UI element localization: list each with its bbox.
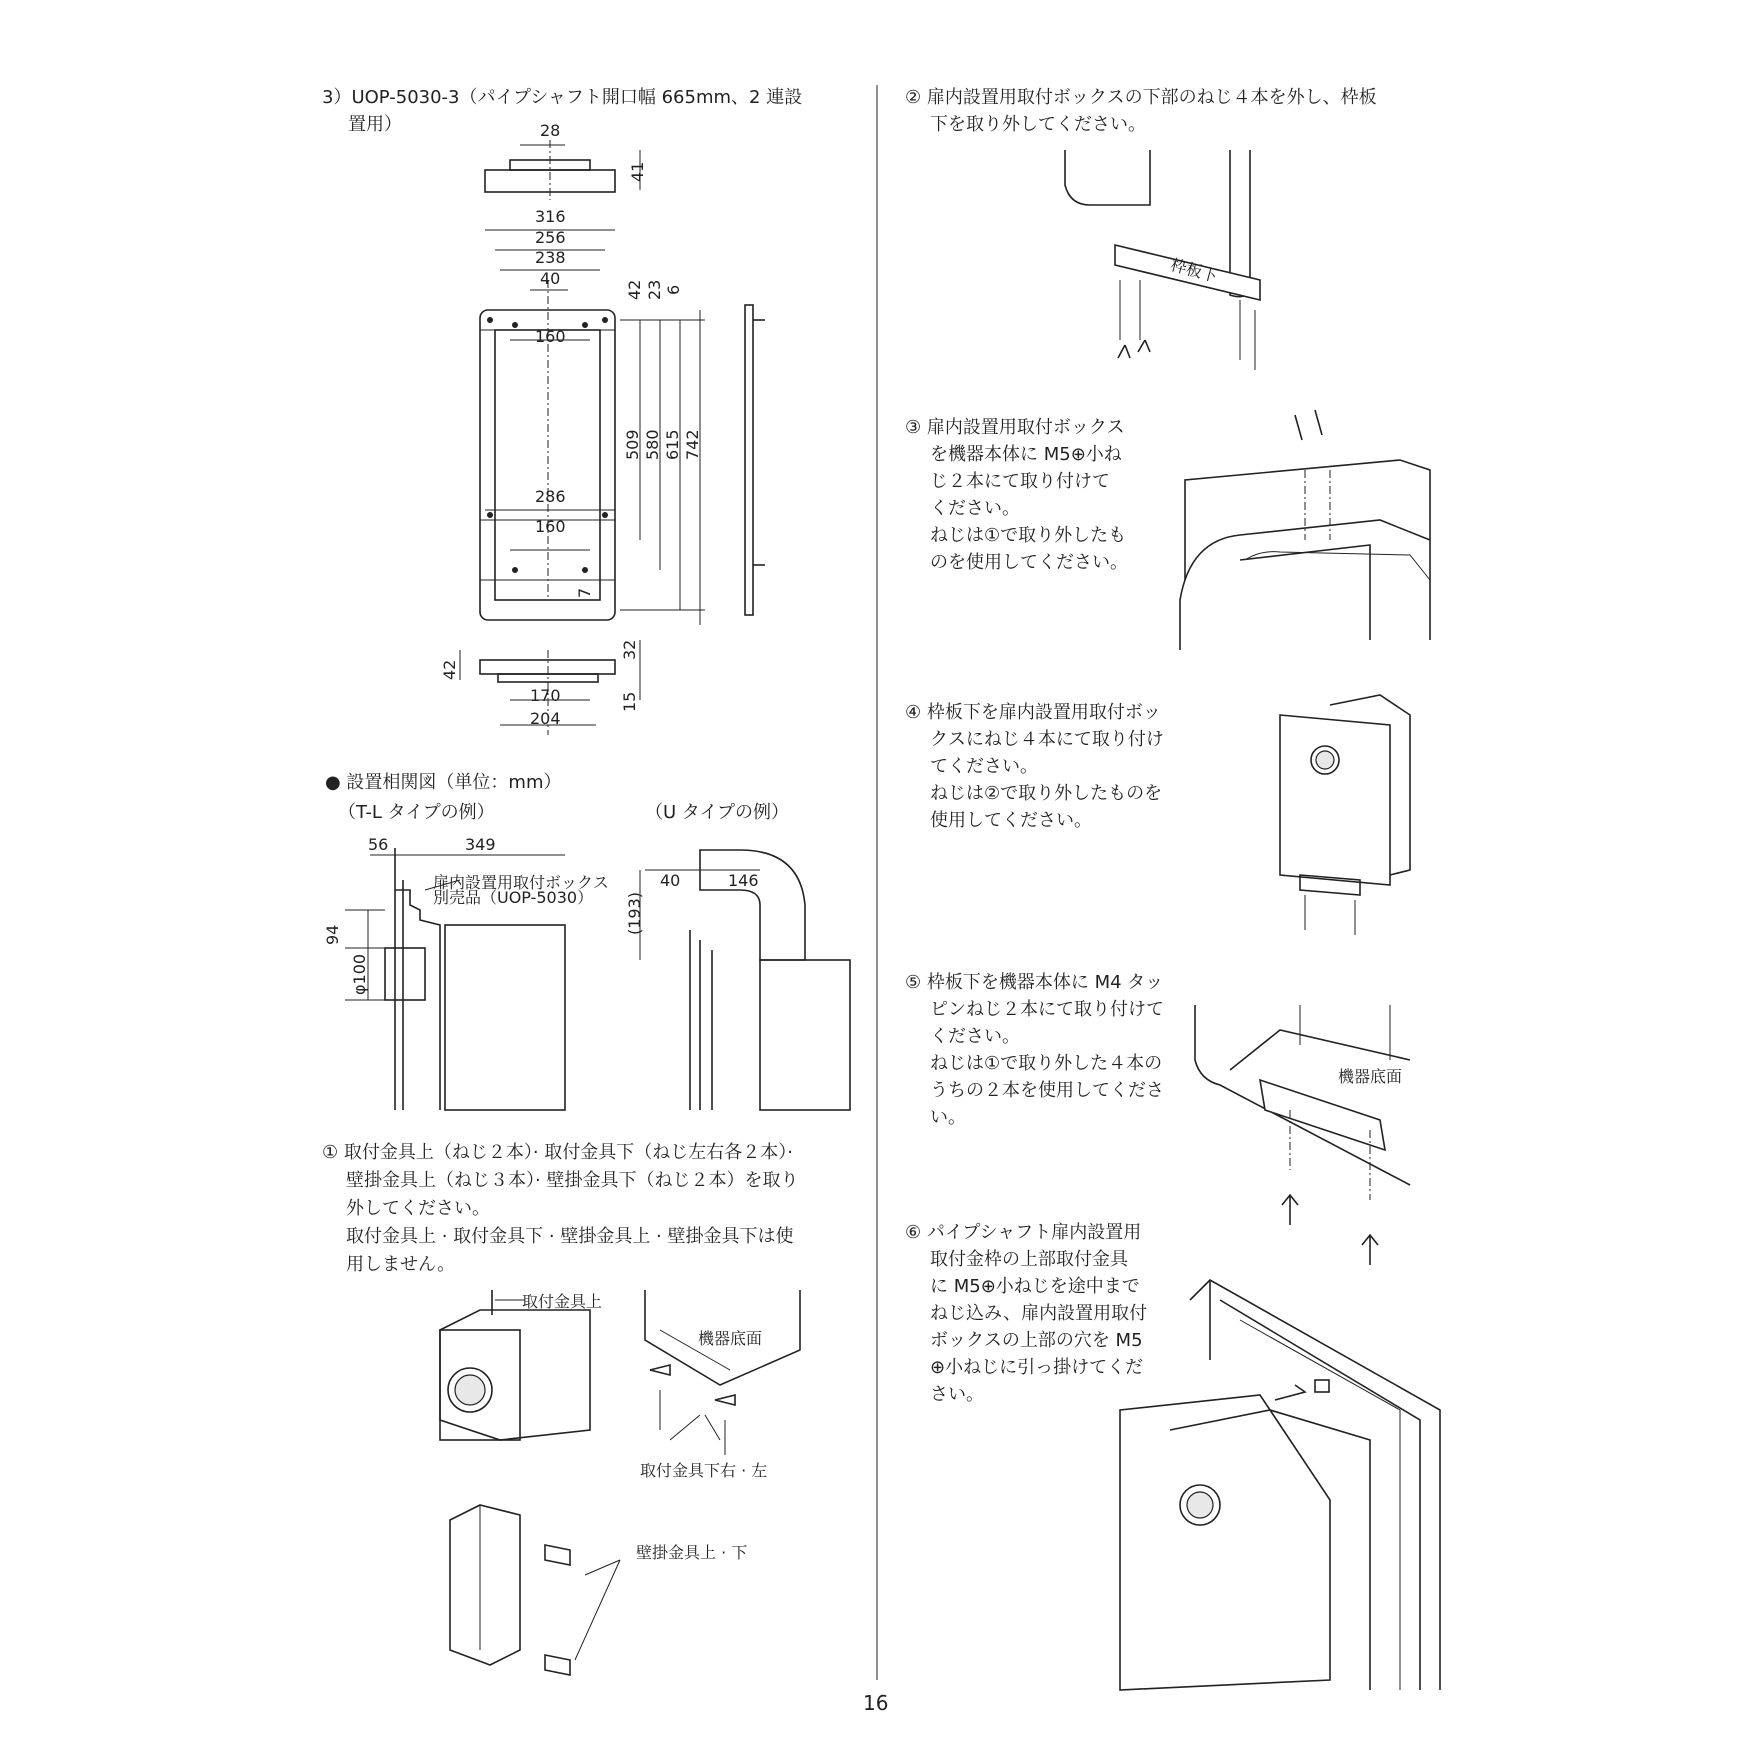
step2-line1: ② 扉内設置用取付ボックスの下部のねじ４本を外し、枠板 bbox=[905, 87, 1377, 108]
step3-line3: じ２本にて取り付けて bbox=[930, 471, 1110, 492]
dim-28: 28 bbox=[540, 121, 561, 140]
step5-drawing bbox=[1195, 1005, 1410, 1265]
dim-160-bottom: 160 bbox=[535, 517, 566, 536]
section-heading: 3）UOP-5030-3（パイプシャフト開口幅 665mm、2 連設 bbox=[322, 87, 803, 108]
step1-line3: 外してください。 bbox=[346, 1198, 490, 1219]
step4-line4: ねじは②で取り外したものを bbox=[930, 783, 1163, 804]
dim-238: 238 bbox=[535, 248, 566, 267]
step6-line5: ボックスの上部の穴を M5 bbox=[930, 1330, 1143, 1351]
step3-line2: を機器本体に M5⊕小ね bbox=[930, 444, 1122, 465]
step5-line1: ⑤ 枠板下を機器本体に M4 タッ bbox=[905, 972, 1164, 993]
dim-32: 32 bbox=[620, 639, 639, 660]
step1-line4: 取付金具上 · 取付金具下 · 壁掛金具上 · 壁掛金具下は使 bbox=[346, 1226, 794, 1247]
step6-line7: さい。 bbox=[930, 1384, 984, 1405]
label-unit-bottom: 機器底面 bbox=[698, 1329, 763, 1348]
step4-line1: ④ 枠板下を扉内設置用取付ボッ bbox=[905, 702, 1161, 723]
dim-286: 286 bbox=[535, 487, 566, 506]
tl-dim-phi100: φ100 bbox=[350, 953, 369, 995]
label-frame-lower: 枠板下 bbox=[1168, 255, 1220, 286]
step5-line3: ください。 bbox=[930, 1026, 1020, 1047]
dim-7: 7 bbox=[575, 587, 594, 598]
label-unit-bottom-step5: 機器底面 bbox=[1338, 1067, 1403, 1086]
step6-line4: ねじ込み、扉内設置用取付 bbox=[930, 1303, 1148, 1324]
step1-bottom-drawing bbox=[645, 1290, 800, 1455]
tl-label-box: 扉内設置用取付ボックス bbox=[433, 873, 609, 892]
step5-line2: ピンねじ２本にて取り付けて bbox=[930, 999, 1164, 1020]
step5-line5: うちの２本を使用してくださ bbox=[930, 1080, 1164, 1101]
step5-line6: い。 bbox=[930, 1107, 966, 1128]
step6-drawing bbox=[1120, 1280, 1440, 1690]
frame-side-view bbox=[745, 305, 765, 615]
page-number: 16 bbox=[863, 1691, 889, 1715]
step2-line2: 下を取り外してください。 bbox=[930, 114, 1146, 135]
tl-dim-349: 349 bbox=[465, 835, 496, 854]
step6-line3: に M5⊕小ねじを途中まで bbox=[930, 1276, 1140, 1297]
step3-drawing bbox=[1180, 410, 1430, 650]
dim-615: 615 bbox=[663, 429, 682, 460]
dim-316: 316 bbox=[535, 207, 566, 226]
dim-580: 580 bbox=[643, 429, 662, 460]
step6-line2: 取付金枠の上部取付金具 bbox=[930, 1249, 1128, 1270]
dim-509: 509 bbox=[623, 429, 642, 460]
dim-256: 256 bbox=[535, 228, 566, 247]
step4-line3: てください。 bbox=[930, 756, 1038, 777]
step1-unit-drawing bbox=[440, 1290, 590, 1440]
u-dim-40: 40 bbox=[660, 871, 681, 890]
tl-label-option: 別売品（UOP-5030） bbox=[433, 888, 594, 907]
step1-line5: 用しません。 bbox=[346, 1254, 456, 1275]
u-dim-193: (193) bbox=[625, 891, 644, 935]
relation-title: ● 設置相関図（単位：mm） bbox=[325, 772, 562, 793]
step5-line4: ねじは①で取り外した４本の bbox=[930, 1053, 1163, 1074]
step4-line5: 使用してください。 bbox=[930, 810, 1092, 831]
tl-dim-94: 94 bbox=[323, 924, 342, 945]
dim-160-top: 160 bbox=[535, 327, 566, 346]
step1-box-drawing bbox=[450, 1505, 620, 1675]
label-bottom-bracket: 取付金具下右 · 左 bbox=[640, 1461, 768, 1480]
dim-204: 204 bbox=[530, 709, 561, 728]
step4-drawing bbox=[1280, 695, 1410, 935]
step6-line1: ⑥ パイプシャフト扉内設置用 bbox=[905, 1222, 1142, 1243]
label-top-bracket: 取付金具上 bbox=[522, 1292, 603, 1311]
step4-line2: クスにねじ４本にて取り付け bbox=[930, 729, 1164, 750]
tl-dim-56: 56 bbox=[368, 835, 389, 854]
dim-170: 170 bbox=[530, 686, 561, 705]
u-example-label: （U タイプの例） bbox=[645, 802, 789, 823]
u-dim-146: 146 bbox=[728, 871, 759, 890]
step6-line6: ⊕小ねじに引っ掛けてくだ bbox=[930, 1357, 1144, 1378]
section-heading-line2: 置用） bbox=[348, 114, 402, 135]
dim-41: 41 bbox=[628, 161, 647, 182]
dim-742: 742 bbox=[683, 429, 702, 460]
dim-23: 23 bbox=[645, 279, 664, 300]
dim-42-bottom: 42 bbox=[440, 659, 459, 680]
step1-line1: ① 取付金具上（ねじ２本）· 取付金具下（ねじ左右各２本）· bbox=[322, 1142, 794, 1163]
label-wall-bracket: 壁掛金具上 · 下 bbox=[636, 1543, 748, 1562]
tl-example-label: （T-L タイプの例） bbox=[338, 802, 495, 823]
step3-line1: ③ 扉内設置用取付ボックス bbox=[905, 417, 1125, 438]
dim-15: 15 bbox=[620, 691, 639, 712]
step1-line2: 壁掛金具上（ねじ３本）· 壁掛金具下（ねじ２本）を取り bbox=[346, 1170, 799, 1191]
dim-42: 42 bbox=[625, 279, 644, 300]
step3-line5: ねじは①で取り外したも bbox=[930, 525, 1127, 546]
step3-line4: ください。 bbox=[930, 498, 1020, 519]
dim-40: 40 bbox=[540, 269, 561, 288]
step3-line6: のを使用してください。 bbox=[930, 552, 1128, 573]
step2-drawing bbox=[1065, 150, 1260, 370]
frame-top-view bbox=[485, 140, 640, 200]
dim-6: 6 bbox=[664, 284, 683, 295]
